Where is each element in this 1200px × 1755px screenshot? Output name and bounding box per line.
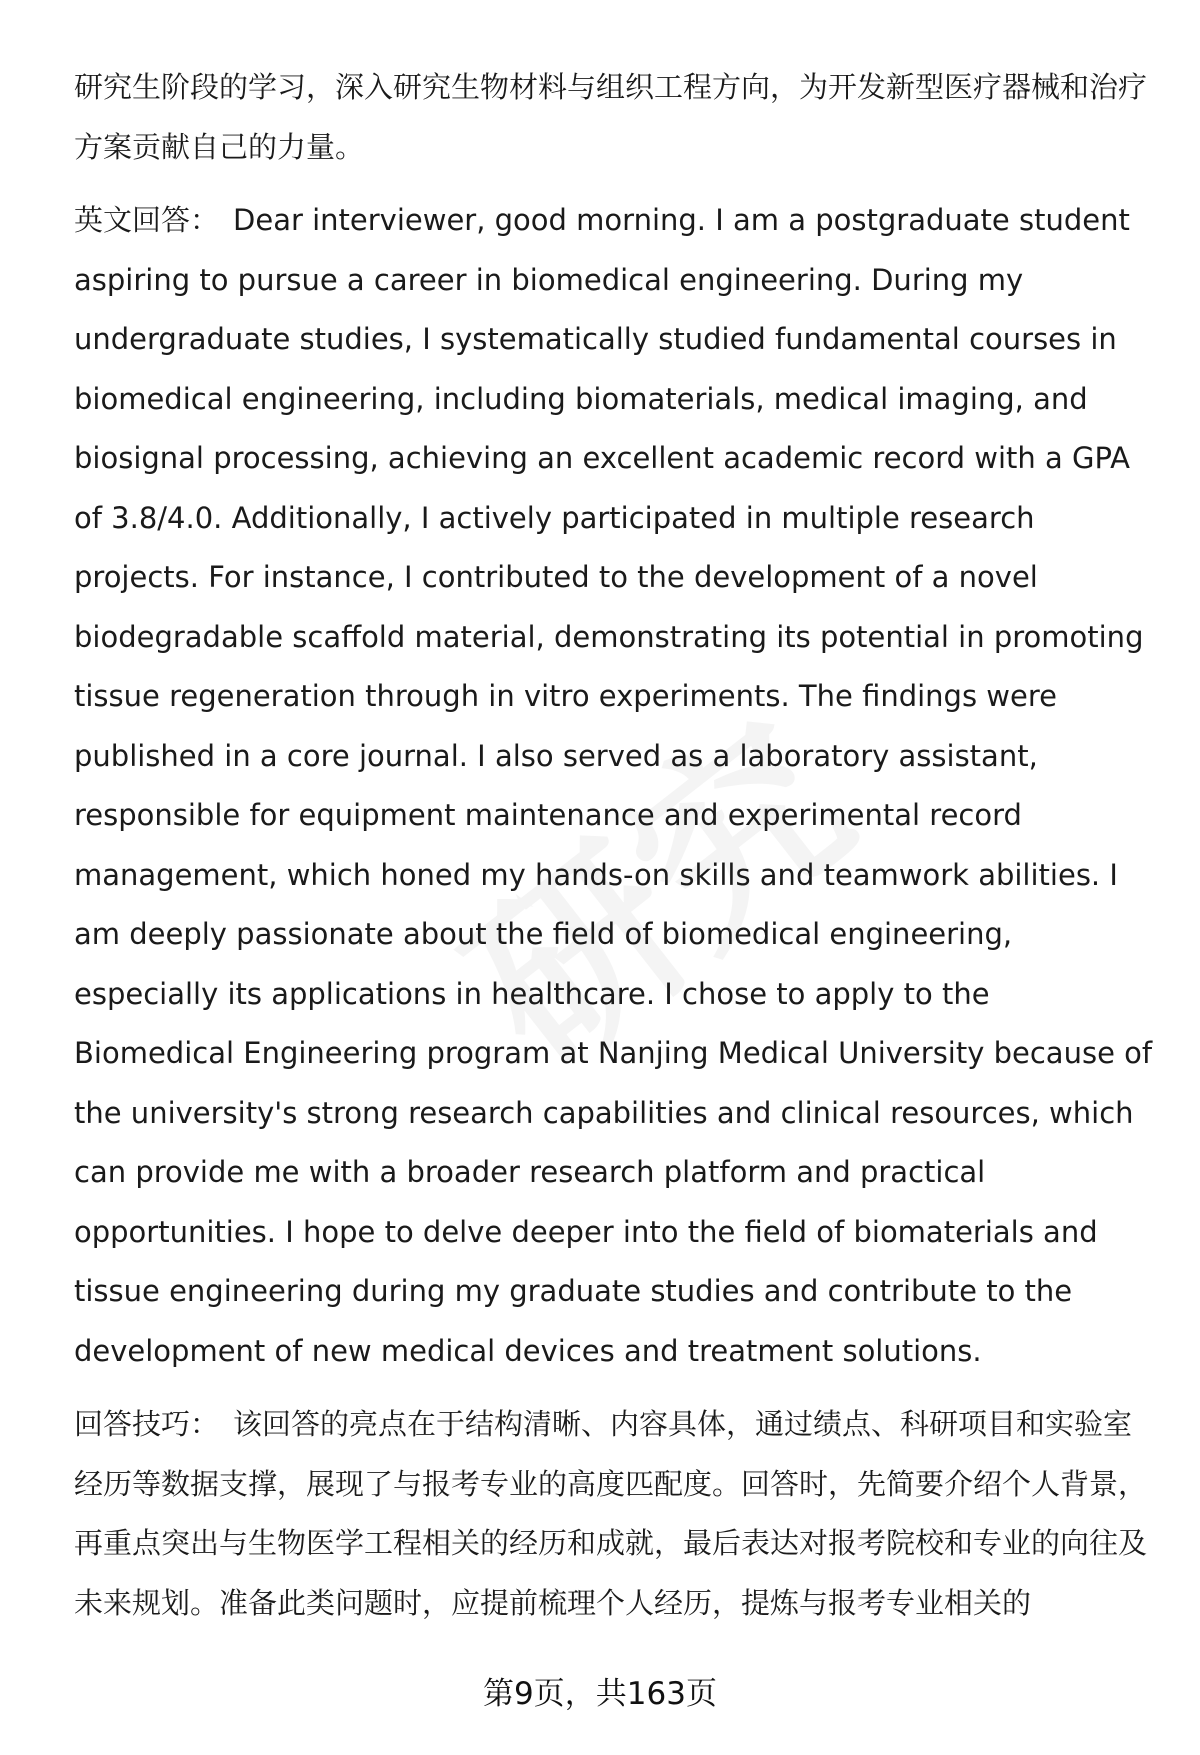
english-answer-text: Dear interviewer, good morning. I am a postgraduate student aspiring to pursue a career in biomedical engineering. During my undergraduate studies, I systematically studied fundamental courses in biomedical engineering, including biomaterials, medical imaging, and biosignal processing, achieving an excellent academic record with a GPA of 3.8/4.0. Additionally, I actively participated in multiple research projects. For instance, I contributed to the development of a novel biodegradable scaffold material, demonstrating its potential in promoting tissue regeneration through in vitro experiments. The findings were published in a core journal. I also served as a laboratory assistant, responsible for equipment maintenance and experimental record management, which honed my hands-on skills and teamwork abilities. I am deeply passionate about the field of biomedical engineering, especially its applications in healthcare. I chose to apply to the Biomedical Engineering program at Nanjing Medical University because of the university's strong research capabilities and clinical resources, which can provide me with a broader research platform and practical opportunities. I hope to delve deeper into the field of biomaterials and tissue engineering during my graduate studies and contribute to the development of new medical devices and treatment solutions. xyxy=(74,203,1153,1368)
intro-paragraph: 研究生阶段的学习，深入研究生物材料与组织工程方向，为开发新型医疗器械和治疗方案贡献自己的力量。 xyxy=(74,70,1148,164)
answer-tips-text: 该回答的亮点在于结构清晰、内容具体，通过绩点、科研项目和实验室经历等数据支撑，展现了与报考专业的高度匹配度。回答时，先简要介绍个人背景，再重点突出与生物医学工程相关的经历和成就，最后表达对报考院校和专业的向往及未来规划。准备此类问题时，应提前梳理个人经历，提炼与报考专业相关的 xyxy=(74,1407,1148,1620)
answer-tips-paragraph xyxy=(74,1395,1154,1633)
english-answer-paragraph xyxy=(74,191,1154,1381)
page-number: 第9页，共163页 xyxy=(483,1676,717,1712)
english-answer-label: 英文回答： xyxy=(74,203,220,237)
page-content xyxy=(74,58,1154,1633)
answer-tips-label: 回答技巧： xyxy=(74,1407,220,1441)
page-footer xyxy=(0,1672,1200,1716)
